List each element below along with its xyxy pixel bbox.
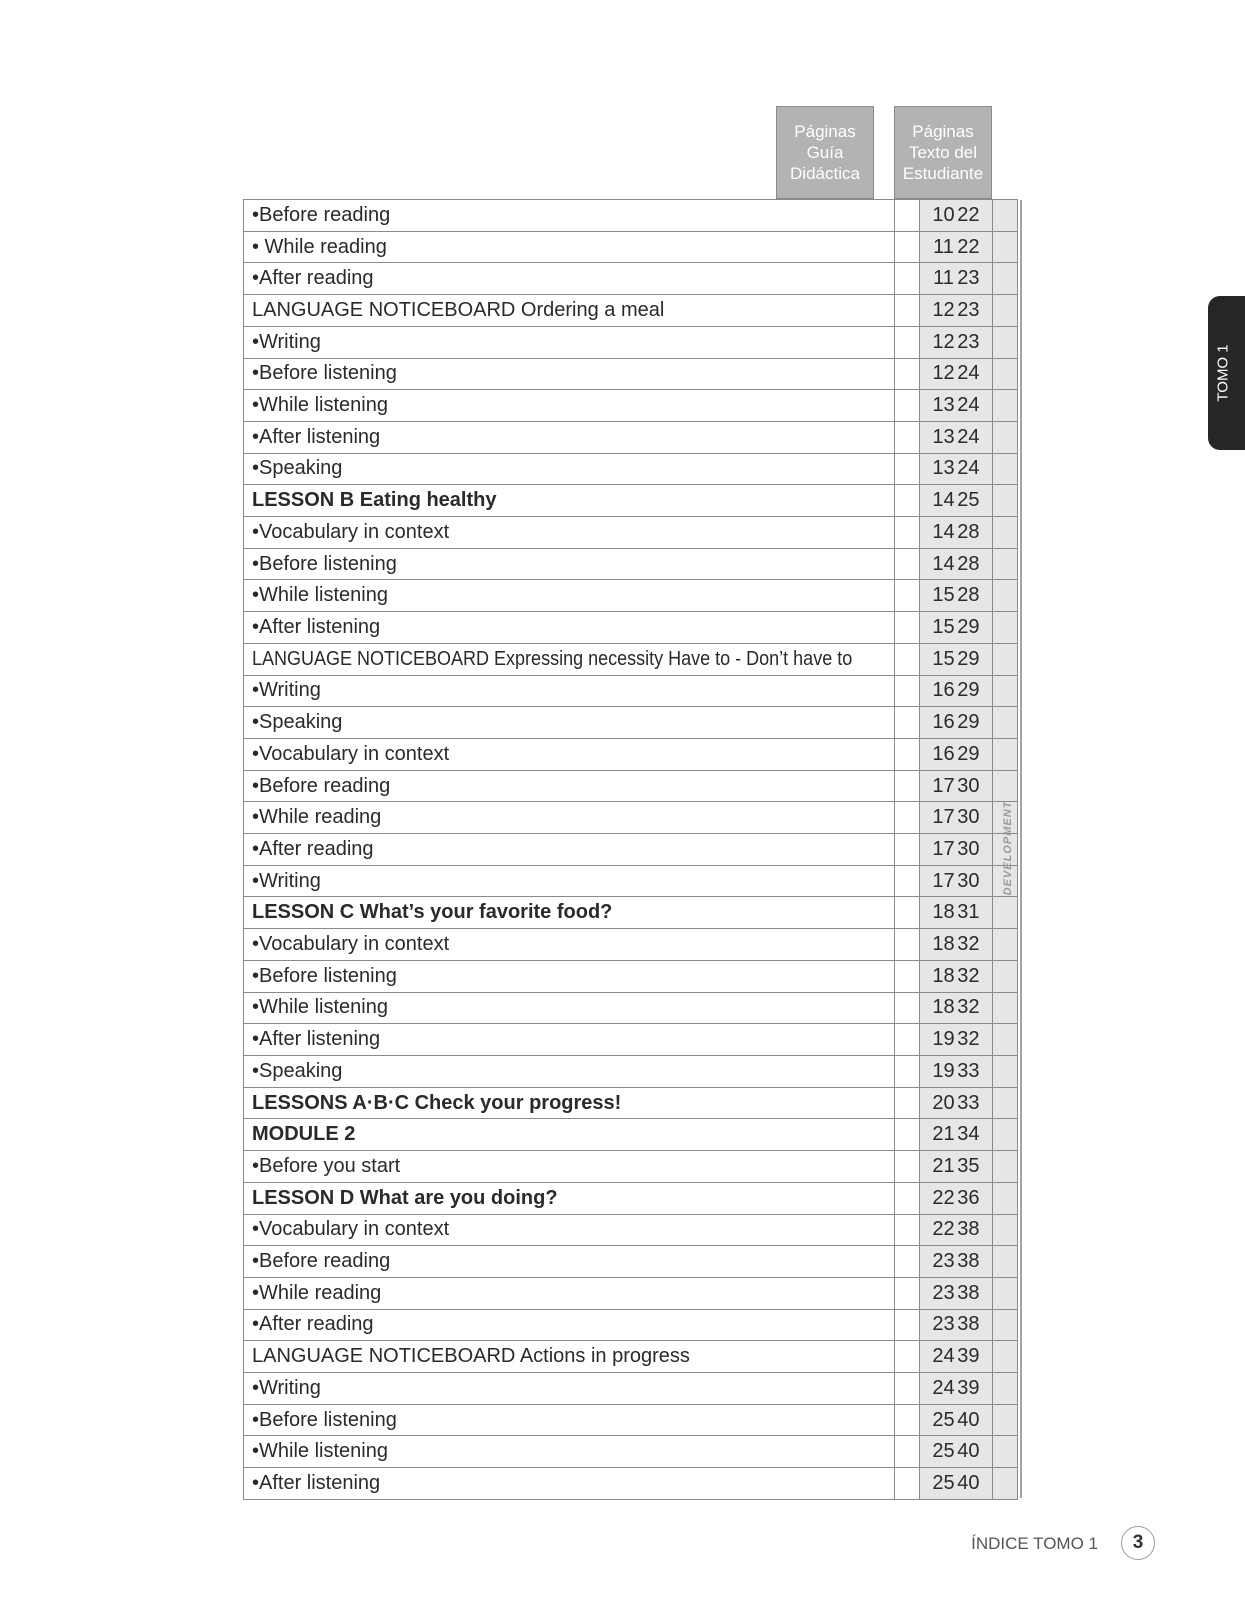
- texto-row: [895, 992, 993, 1024]
- texto-row: [895, 770, 993, 802]
- development-label: DEVELOPMENT: [1002, 800, 1014, 896]
- guia-page-cell: 38: [919, 1309, 1017, 1341]
- topic-text: MODULE 2: [252, 1123, 356, 1146]
- guia-page-cell: 24: [919, 421, 1017, 453]
- topic-text: •Writing: [252, 679, 321, 702]
- texto-page-cell: 14: [895, 548, 993, 580]
- topic-cell: [244, 1182, 920, 1214]
- texto-page-cell: 24: [895, 1341, 993, 1373]
- topic-cell: [244, 1309, 920, 1341]
- texto-page-cell: 23: [895, 1246, 993, 1278]
- texto-pages-table: [894, 199, 993, 1500]
- texto-row: [895, 643, 993, 675]
- guia-page-cell: 24: [919, 358, 1017, 390]
- topic-text: •Before you start: [252, 1154, 401, 1177]
- texto-page-cell: 18: [895, 960, 993, 992]
- topic-text: •Before reading: [252, 1250, 391, 1273]
- texto-row: [895, 358, 993, 390]
- guia-page-cell: 33: [919, 1087, 1017, 1119]
- topic-cell: [244, 1119, 920, 1151]
- texto-row: [895, 295, 993, 327]
- topic-text: •Vocabulary in context: [252, 742, 450, 765]
- texto-row: [895, 1436, 993, 1468]
- header-guia-line-1: Páginas: [794, 122, 856, 141]
- texto-row: [895, 738, 993, 770]
- texto-row: [895, 802, 993, 834]
- topic-cell: [244, 1341, 920, 1373]
- guia-page-cell: 32: [919, 992, 1017, 1024]
- header-texto-line-1: Páginas: [912, 122, 974, 141]
- topic-text: LANGUAGE NOTICEBOARD Ordering a meal: [252, 298, 665, 321]
- texto-row: [895, 929, 993, 961]
- topic-text: •While listening: [252, 1440, 388, 1463]
- topic-cell: [244, 517, 920, 549]
- topic-text: •Writing: [252, 1376, 321, 1399]
- topic-text: LESSONS A·B·C Check your progress!: [252, 1091, 622, 1114]
- topic-cell: [244, 897, 920, 929]
- guia-page-cell: 31: [919, 897, 1017, 929]
- guia-page-cell: 23: [919, 263, 1017, 295]
- texto-page-cell: 25: [895, 1436, 993, 1468]
- guia-page-cell: 22: [919, 231, 1017, 263]
- texto-row: [895, 612, 993, 644]
- texto-page-cell: 16: [895, 707, 993, 739]
- header-paginas-texto: [894, 106, 992, 199]
- texto-row: [895, 390, 993, 422]
- texto-page-cell: 19: [895, 1055, 993, 1087]
- guia-page-cell: 39: [919, 1341, 1017, 1373]
- topic-cell: [244, 1468, 920, 1500]
- topic-text: •Before listening: [252, 964, 397, 987]
- topic-text: •Before listening: [252, 362, 397, 385]
- topic-cell: [244, 1087, 920, 1119]
- guia-page-cell: 35: [919, 1151, 1017, 1183]
- texto-page-cell: 17: [895, 802, 993, 834]
- texto-row: [895, 1182, 993, 1214]
- guia-page-cell: 30: [919, 802, 1017, 834]
- texto-page-cell: 11: [895, 263, 993, 295]
- texto-page-cell: 22: [895, 1214, 993, 1246]
- tomo-tab-label: TOMO 1: [1214, 344, 1232, 402]
- header-texto-line-3: Estudiante: [902, 164, 984, 183]
- topic-text: •Before listening: [252, 1408, 397, 1431]
- texto-row: [895, 1404, 993, 1436]
- texto-row: [895, 485, 993, 517]
- topic-cell: [244, 453, 920, 485]
- guia-page-cell: 29: [919, 738, 1017, 770]
- header-paginas-guia: [776, 106, 874, 199]
- guia-page-cell: 40: [919, 1404, 1017, 1436]
- texto-row: [895, 1309, 993, 1341]
- topic-text: •After reading: [252, 837, 374, 860]
- texto-page-cell: 21: [895, 1119, 993, 1151]
- texto-row: [895, 548, 993, 580]
- topic-cell: [244, 421, 920, 453]
- topic-text: •Vocabulary in context: [252, 520, 450, 543]
- texto-row: [895, 834, 993, 866]
- guia-page-cell: 30: [919, 834, 1017, 866]
- topic-cell: [244, 1024, 920, 1056]
- topic-text: •After listening: [252, 1028, 381, 1051]
- texto-page-cell: 20: [895, 1087, 993, 1119]
- topic-cell: [244, 390, 920, 422]
- texto-page-cell: 13: [895, 421, 993, 453]
- texto-page-cell: 21: [895, 1151, 993, 1183]
- topic-cell: [244, 295, 920, 327]
- topic-text: •Speaking: [252, 1059, 343, 1082]
- topic-cell: [244, 580, 920, 612]
- texto-row: [895, 707, 993, 739]
- texto-page-cell: 25: [895, 1404, 993, 1436]
- topic-text: LANGUAGE NOTICEBOARD Actions in progress: [252, 1345, 690, 1368]
- topic-cell: [244, 802, 920, 834]
- texto-page-cell: 19: [895, 1024, 993, 1056]
- guia-page-cell: 28: [919, 517, 1017, 549]
- topic-text: LESSON B Eating healthy: [252, 489, 497, 512]
- topic-text: •Writing: [252, 330, 321, 353]
- topic-cell: [244, 643, 920, 675]
- topic-text: •While reading: [252, 1281, 382, 1304]
- texto-row: [895, 1214, 993, 1246]
- topic-cell: [244, 675, 920, 707]
- topic-cell: [244, 200, 920, 232]
- guia-page-cell: 40: [919, 1468, 1017, 1500]
- guia-page-cell: 23: [919, 326, 1017, 358]
- guia-page-cell: 39: [919, 1373, 1017, 1405]
- texto-page-cell: 12: [895, 295, 993, 327]
- topic-text: •Before reading: [252, 774, 391, 797]
- topic-text: •Speaking: [252, 711, 343, 734]
- topic-cell: [244, 960, 920, 992]
- topic-text: •After reading: [252, 1313, 374, 1336]
- topic-cell: [244, 358, 920, 390]
- topic-cell: [244, 1404, 920, 1436]
- guia-page-cell: 28: [919, 548, 1017, 580]
- topic-text: •Speaking: [252, 457, 343, 480]
- texto-page-cell: 12: [895, 326, 993, 358]
- texto-page-cell: 24: [895, 1373, 993, 1405]
- topic-text: •After listening: [252, 615, 381, 638]
- guia-page-cell: 33: [919, 1055, 1017, 1087]
- topic-cell: [244, 612, 920, 644]
- topic-cell: [244, 1246, 920, 1278]
- texto-row: [895, 675, 993, 707]
- footer-index-label: ÍNDICE TOMO 1: [971, 1534, 1098, 1553]
- guia-page-cell: 30: [919, 865, 1017, 897]
- guia-page-cell: 30: [919, 770, 1017, 802]
- topic-text: LESSON C What’s your favorite food?: [252, 901, 613, 924]
- guia-page-cell: 25: [919, 485, 1017, 517]
- texto-page-cell: 15: [895, 580, 993, 612]
- topic-text: •After reading: [252, 267, 374, 290]
- topic-cell: [244, 1436, 920, 1468]
- topic-text: •Before reading: [252, 203, 391, 226]
- texto-page-cell: 10: [895, 200, 993, 232]
- texto-row: [895, 326, 993, 358]
- page-number: 3: [1121, 1526, 1155, 1560]
- guia-page-cell: 38: [919, 1214, 1017, 1246]
- header-guia-line-2: Guía: [806, 143, 844, 162]
- topic-text: •After listening: [252, 1471, 381, 1494]
- topic-cell: [244, 770, 920, 802]
- texto-row: [895, 231, 993, 263]
- texto-row: [895, 1341, 993, 1373]
- topic-text: •While listening: [252, 394, 388, 417]
- texto-page-cell: 15: [895, 612, 993, 644]
- texto-row: [895, 1151, 993, 1183]
- topic-cell: [244, 1214, 920, 1246]
- texto-page-cell: 22: [895, 1182, 993, 1214]
- texto-row: [895, 1246, 993, 1278]
- texto-page-cell: 18: [895, 992, 993, 1024]
- topic-cell: [244, 738, 920, 770]
- texto-row: [895, 1024, 993, 1056]
- texto-page-cell: 18: [895, 929, 993, 961]
- topic-cell: [244, 1277, 920, 1309]
- texto-row: [895, 1087, 993, 1119]
- texto-page-cell: 11: [895, 231, 993, 263]
- topic-text: LANGUAGE NOTICEBOARD Expressing necessity Have to - Don’t have to: [252, 647, 853, 670]
- texto-row: [895, 865, 993, 897]
- guia-page-cell: 34: [919, 1119, 1017, 1151]
- topic-text: •Before listening: [252, 552, 397, 575]
- guia-page-cell: 36: [919, 1182, 1017, 1214]
- topic-cell: [244, 231, 920, 263]
- topic-text: •While reading: [252, 806, 382, 829]
- topic-text: LESSON D What are you doing?: [252, 1186, 558, 1209]
- texto-page-cell: 15: [895, 643, 993, 675]
- topic-cell: [244, 263, 920, 295]
- texto-page-cell: 16: [895, 738, 993, 770]
- texto-page-cell: 17: [895, 865, 993, 897]
- texto-row: [895, 1373, 993, 1405]
- topic-text: •Writing: [252, 869, 321, 892]
- guia-page-cell: 28: [919, 580, 1017, 612]
- texto-page-cell: 13: [895, 453, 993, 485]
- guia-page-cell: 29: [919, 707, 1017, 739]
- topic-text: •Vocabulary in context: [252, 933, 450, 956]
- topic-text: •While listening: [252, 584, 388, 607]
- texto-row: [895, 263, 993, 295]
- texto-row: [895, 897, 993, 929]
- topic-cell: [244, 1373, 920, 1405]
- texto-page-cell: 12: [895, 358, 993, 390]
- guia-page-cell: 23: [919, 295, 1017, 327]
- guia-page-cell: 38: [919, 1246, 1017, 1278]
- guia-page-cell: 29: [919, 675, 1017, 707]
- texto-row: [895, 200, 993, 232]
- texto-row: [895, 1119, 993, 1151]
- topic-cell: [244, 548, 920, 580]
- topic-text: •After listening: [252, 425, 381, 448]
- topic-cell: [244, 485, 920, 517]
- guia-page-cell: 29: [919, 643, 1017, 675]
- texto-row: [895, 453, 993, 485]
- guia-page-cell: 32: [919, 960, 1017, 992]
- texto-row: [895, 1468, 993, 1500]
- guia-page-cell: 38: [919, 1277, 1017, 1309]
- topic-cell: [244, 1055, 920, 1087]
- guia-page-cell: 40: [919, 1436, 1017, 1468]
- guia-page-cell: 24: [919, 453, 1017, 485]
- topic-text: •While listening: [252, 996, 388, 1019]
- topic-text: •Vocabulary in context: [252, 1218, 450, 1241]
- topic-cell: [244, 326, 920, 358]
- guia-page-cell: 32: [919, 929, 1017, 961]
- texto-row: [895, 421, 993, 453]
- texto-page-cell: 13: [895, 390, 993, 422]
- texto-row: [895, 1055, 993, 1087]
- guia-page-cell: 22: [919, 200, 1017, 232]
- topic-cell: [244, 707, 920, 739]
- topic-cell: [244, 929, 920, 961]
- texto-row: [895, 517, 993, 549]
- texto-row: [895, 960, 993, 992]
- section-divider-line: [1020, 200, 1022, 1498]
- header-texto-line-2: Texto del: [908, 143, 978, 162]
- texto-page-cell: 18: [895, 897, 993, 929]
- guia-page-cell: 24: [919, 390, 1017, 422]
- texto-row: [895, 580, 993, 612]
- texto-page-cell: 23: [895, 1277, 993, 1309]
- texto-page-cell: 25: [895, 1468, 993, 1500]
- topic-cell: [244, 865, 920, 897]
- topic-cell: [244, 992, 920, 1024]
- texto-page-cell: 23: [895, 1309, 993, 1341]
- guia-page-cell: 32: [919, 1024, 1017, 1056]
- header-guia-line-3: Didáctica: [790, 164, 860, 183]
- guia-page-cell: 29: [919, 612, 1017, 644]
- texto-page-cell: 17: [895, 770, 993, 802]
- topic-cell: [244, 1151, 920, 1183]
- topic-cell: [244, 834, 920, 866]
- texto-page-cell: 16: [895, 675, 993, 707]
- texto-page-cell: 14: [895, 517, 993, 549]
- texto-page-cell: 14: [895, 485, 993, 517]
- texto-row: [895, 1277, 993, 1309]
- texto-page-cell: 17: [895, 834, 993, 866]
- topic-text: • While reading: [252, 235, 387, 258]
